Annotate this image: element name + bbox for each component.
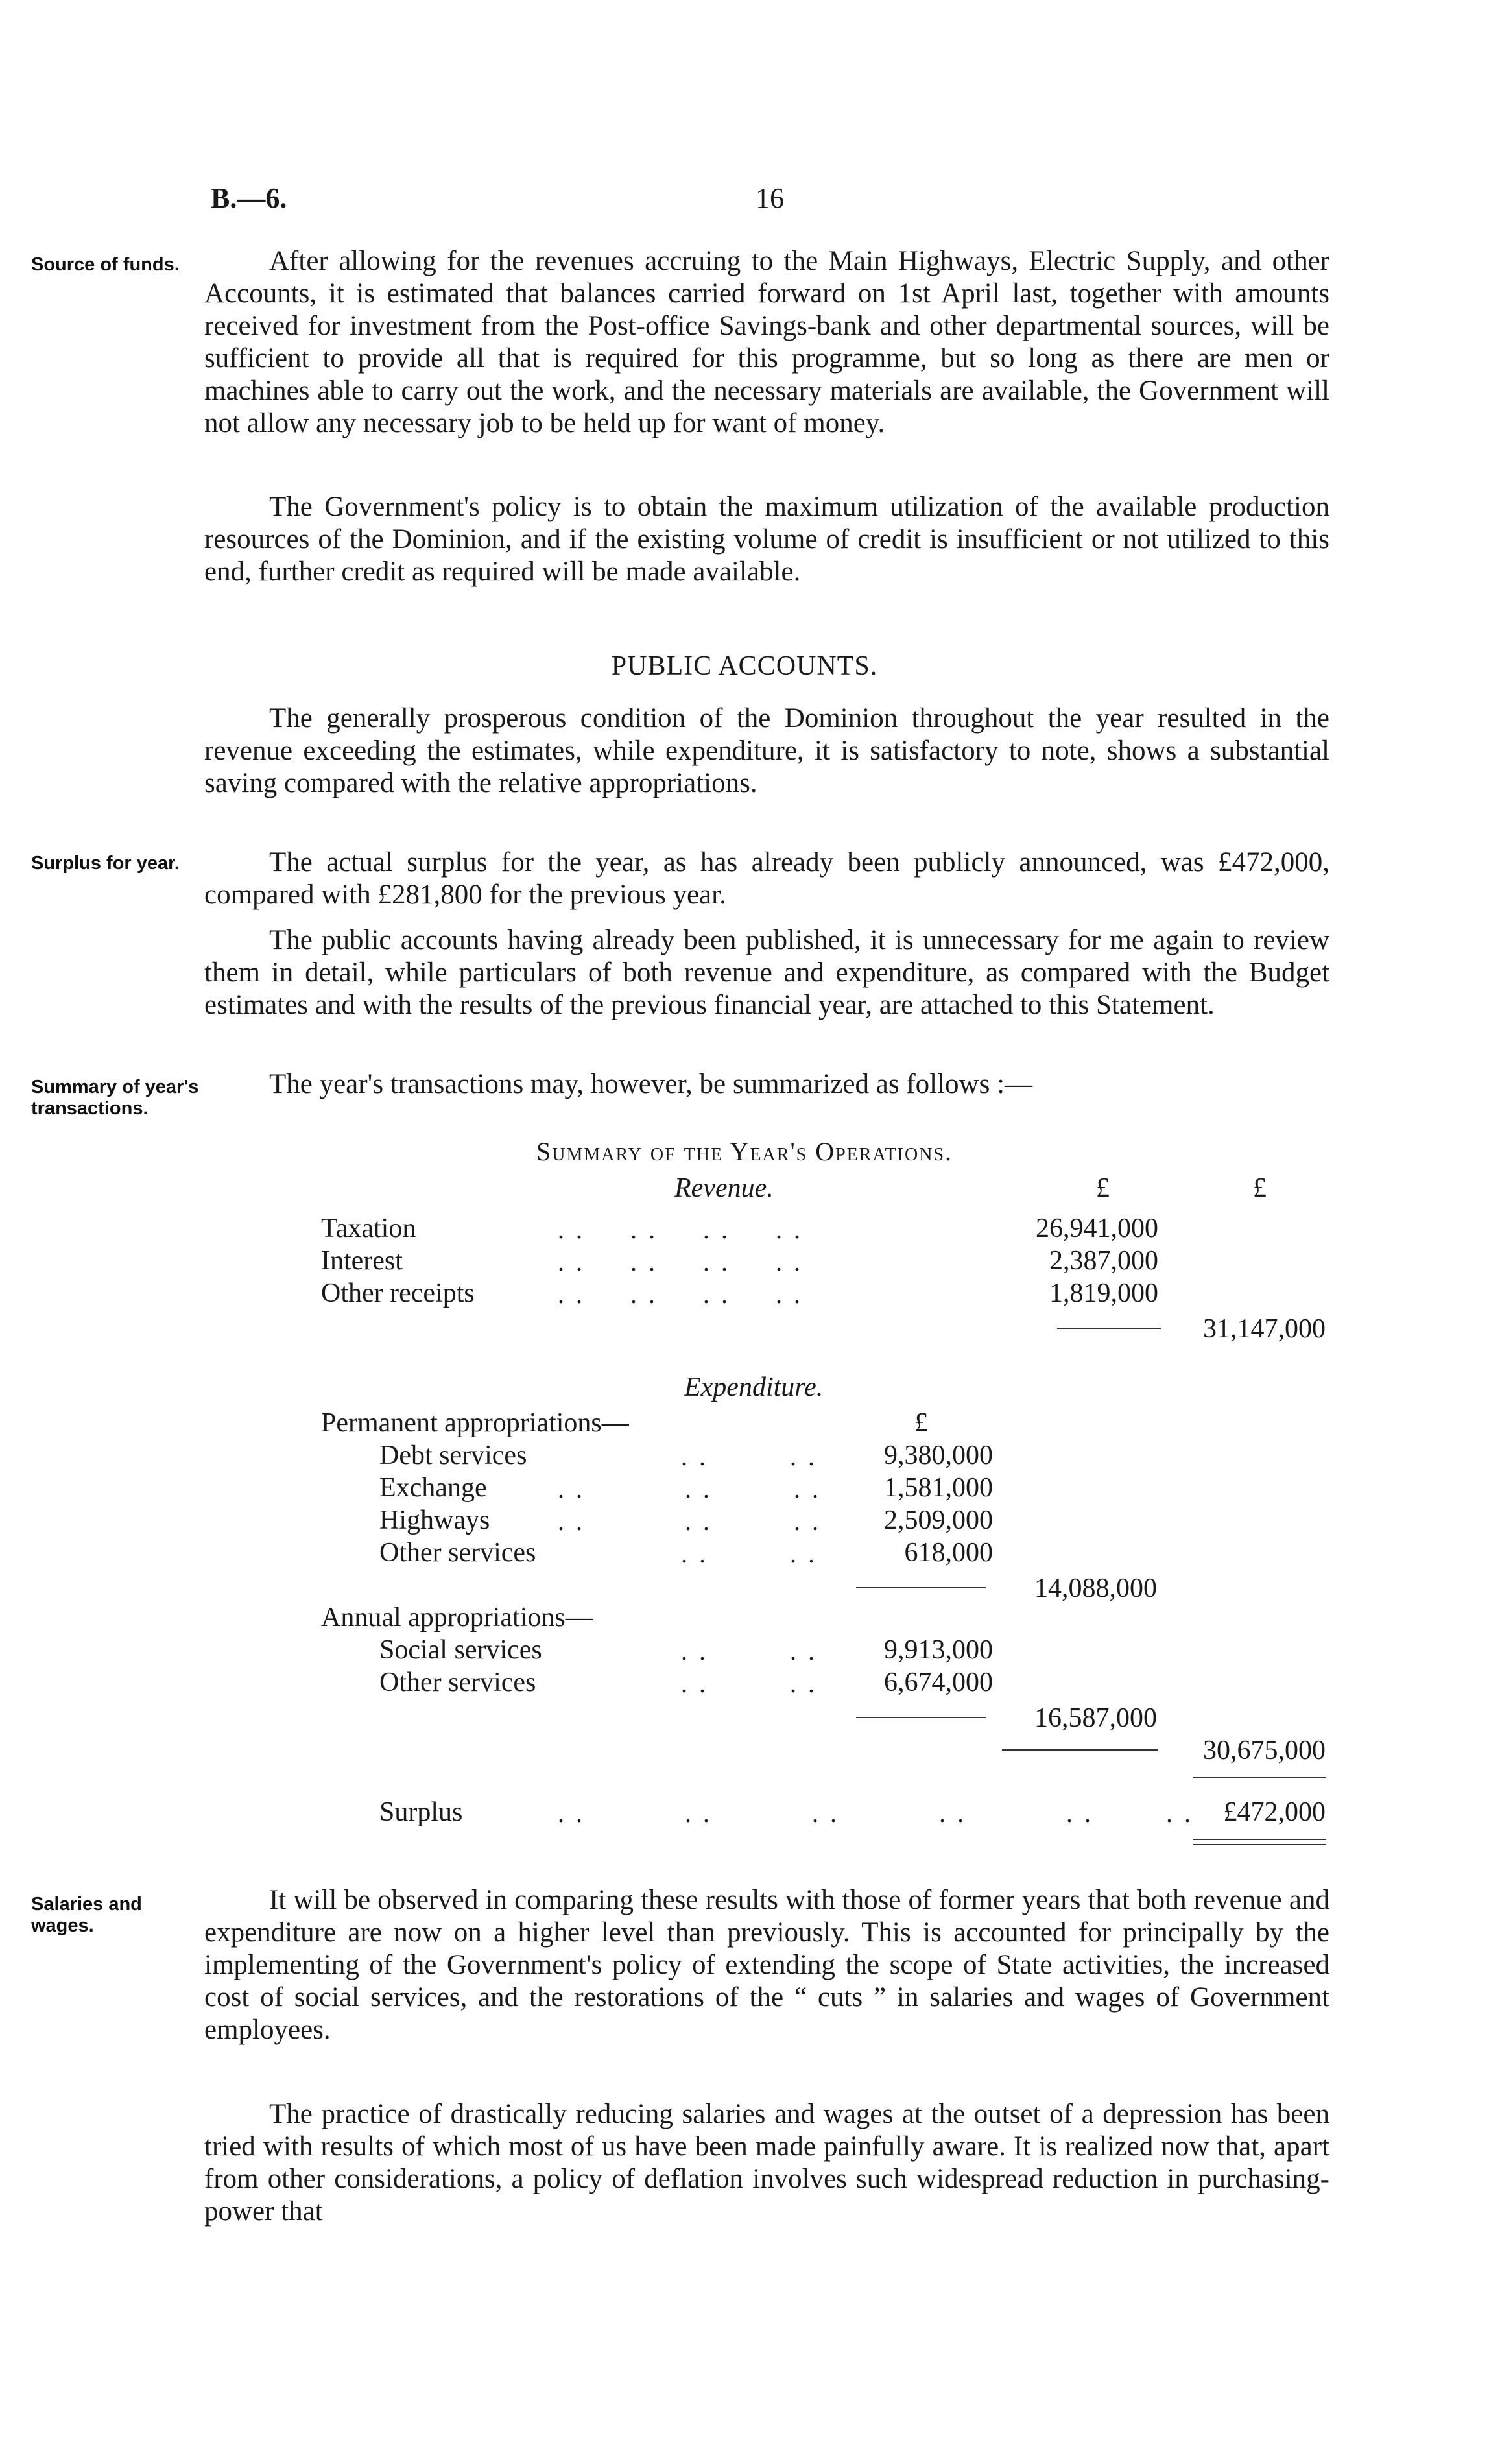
paragraph-salaries-observation: It will be observed in comparing these results with those of former years that both revenue and expenditure are now on a higher level than previously. This is accounted for principally by the implementing of the Government's policy of extending the scope of State activities, the increased cost of social services, and the restorations of the “ cuts ” in salaries and wages of Government employees. [204,1885,1329,2045]
leader-dots: . . . . [681,1539,817,1568]
expenditure-label: Other services [379,1668,536,1697]
margin-note-summary: Summary of year's transactions. [31,1077,199,1119]
revenue-label: Interest [321,1246,403,1276]
margin-note-salaries: Salaries and wages. [31,1894,142,1936]
leader-dots: . . . . . . . . [558,1215,803,1244]
leader-dots: . . . . . . . . [558,1280,803,1309]
surplus-amount: £472,000 [1223,1797,1326,1827]
revenue-label: Other receipts [321,1278,475,1308]
revenue-total: 31,147,000 [1203,1314,1326,1344]
expenditure-amount: 9,380,000 [884,1441,993,1470]
paragraph-prosperous-condition: The generally prosperous condition of the Dominion throughout the year resulted in the revenue exceeding the estimates, while expenditure, it is satisfactory to note, shows a substantial saving compared with the relative appropriations. [204,703,1329,798]
revenue-amount: 1,819,000 [1049,1278,1158,1308]
revenue-heading: Revenue. [674,1173,774,1203]
double-rule-top [1193,1839,1326,1840]
margin-note-surplus-for-year: Surplus for year. [31,853,180,874]
paragraph-government-policy: The Government's policy is to obtain the maximum utilization of the available production resources of the Dominion, and if the existing volume of credit is insufficient or not utilized to this end, further credit as required will be made available. [204,492,1329,587]
leader-dots: . . . . [681,1636,817,1666]
expenditure-amount: 6,674,000 [884,1668,993,1697]
permanent-heading: Permanent appropriations— [321,1408,629,1438]
expenditure-amount: 618,000 [904,1538,993,1568]
paragraph-summary-intro: The year's transactions may, however, be summarized as follows :— [269,1069,1033,1099]
currency-col-0: £ [914,1408,928,1438]
margin-note-source-of-funds: Source of funds. [31,254,180,275]
currency-col-1: £ [1096,1173,1110,1203]
expenditure-label: Other services [379,1538,536,1568]
permanent-total: 14,088,000 [1034,1573,1157,1603]
subtotal-rule [1057,1328,1161,1329]
revenue-label: Taxation [321,1214,416,1243]
summary-title: Summary of the Year's Operations. [536,1137,953,1166]
expenditure-label: Exchange [379,1473,487,1503]
expenditure-amount: 1,581,000 [884,1473,993,1503]
subtotal-rule [1002,1749,1158,1751]
paragraph-public-accounts: The public accounts having already been published, it is unnecessary for me again to review them in detail, while particulars of both revenue and expenditure, as compared with the Budget estimates and with the results of the previous financial year, are attached to this Statement. [204,925,1329,1020]
revenue-amount: 26,941,000 [1036,1214,1158,1243]
section-title: PUBLIC ACCOUNTS. [611,651,878,681]
expenditure-label: Highways [379,1505,490,1535]
document-reference: B.—6. [211,182,287,214]
paragraph-source-of-funds: After allowing for the revenues accruing to the Main Highways, Electric Supply, and other Accounts, it is estimated that balances carried forward on 1st April last, together with amounts received for investment from the Post-office Savings-bank and other departmental sources, will be sufficient to provide all that is required for this programme, but so long as there are men or machines able to carry out the work, and the necessary materials are available, the Government will not allow any necessary job to be held up for want of money. [204,246,1329,438]
total-rule [1193,1777,1326,1778]
paragraph-surplus: The actual surplus for the year, as has already been publicly announced, was £472,000, compared with £281,800 for the previous year. [204,847,1329,910]
subtotal-rule [856,1587,986,1588]
expenditure-heading: Expenditure. [684,1372,824,1402]
expenditure-amount: 2,509,000 [884,1505,993,1535]
leader-dots: . . . . [681,1669,817,1698]
leader-dots: . . . . . . [558,1507,821,1536]
subtotal-rule [856,1717,986,1718]
leader-dots: . . . . [681,1442,817,1471]
expenditure-label: Debt services [379,1441,527,1470]
annual-heading: Annual appropriations— [321,1603,593,1633]
leader-dots: . . . . . . . . . . . . [558,1799,1193,1828]
currency-col-2: £ [1253,1173,1267,1203]
leader-dots: . . . . . . [558,1474,821,1503]
surplus-label: Surplus [379,1797,463,1827]
double-rule-bottom [1193,1844,1326,1845]
expenditure-total: 30,675,000 [1203,1736,1326,1765]
revenue-amount: 2,387,000 [1049,1246,1158,1276]
expenditure-amount: 9,913,000 [884,1635,993,1665]
paragraph-deflation: The practice of drastically reducing salaries and wages at the outset of a depression has been tried with results of which most of us have been made painfully aware. It is realized now that, apart from other considerations, a policy of deflation involves such widespread reduction in purchasing-power that [204,2099,1329,2227]
expenditure-label: Social services [379,1635,542,1665]
page-number: 16 [756,182,784,214]
leader-dots: . . . . . . . . [558,1247,803,1276]
annual-total: 16,587,000 [1034,1703,1157,1733]
